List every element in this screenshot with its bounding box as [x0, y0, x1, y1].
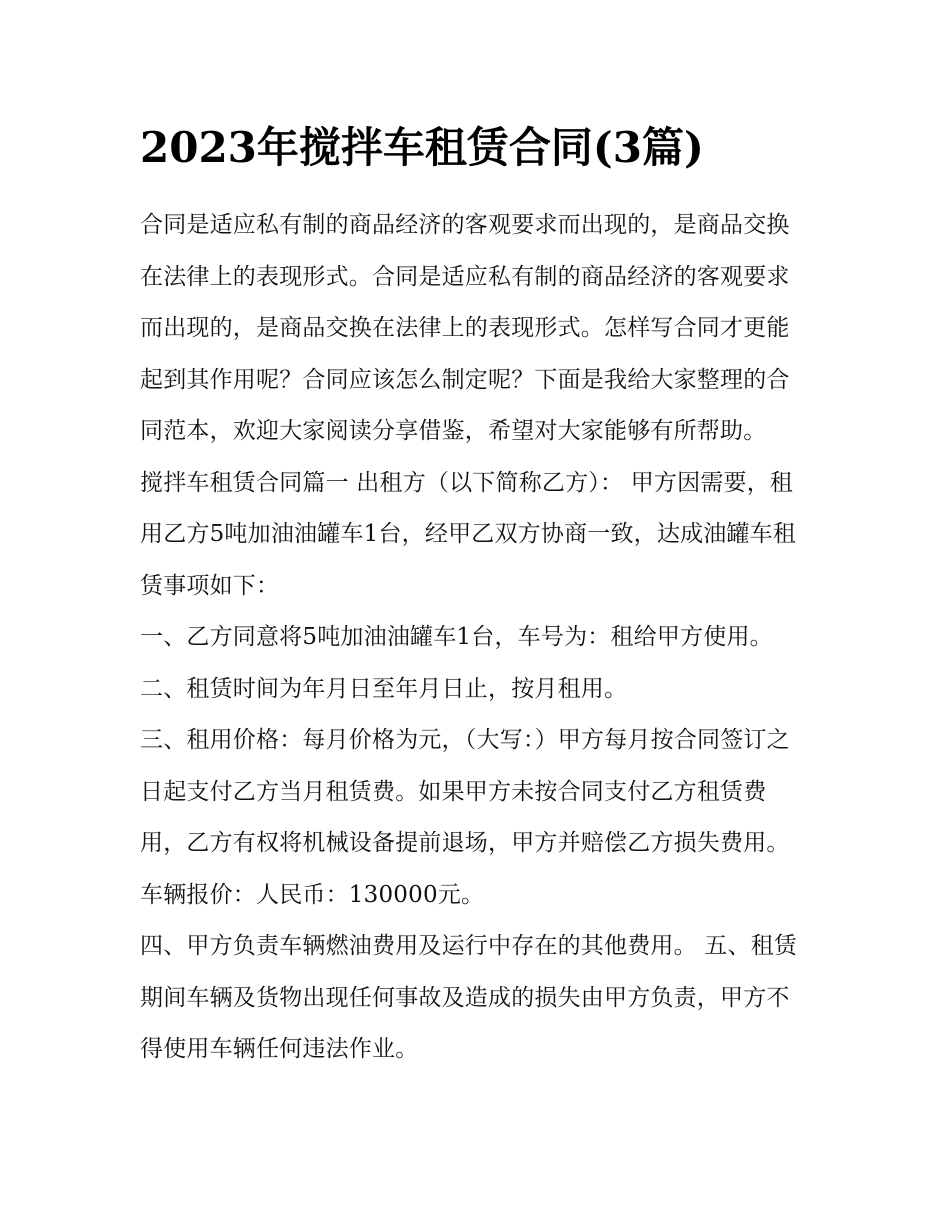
paragraph-clause-1-2: 一、乙方同意将5吨加油油罐车1台，车号为：租给甲方使用。 二、租赁时间为年月日至年月日止，按月租用。 [140, 624, 773, 702]
document-title: 2023年搅拌车租赁合同(3篇) [140, 123, 704, 172]
paragraph-intro: 合同是适应私有制的商品经济的客观要求而出现的，是商品交换在法律上的表现形式。合同是适应私有制的商品经济的客观要求而出现的，是商品交换在法律上的表现形式。怎样写合同才更能起到其作用呢？合同应该怎么制定呢？下面是我给大家整理的合同范本，欢迎大家阅读分享借鉴，希望对大家能够有所帮助。 [140, 212, 790, 444]
paragraph-clause-4-5: 四、甲方负责车辆燃油费用及运行中存在的其他费用。 五、租赁期间车辆及货物出现任何事故及造成的损失由甲方负责，甲方不得使用车辆任何违法作业。 [140, 933, 798, 1062]
paragraph-contract-one-header: 搅拌车租赁合同篇一 出租方（以下简称乙方）： 甲方因需要，租用乙方5吨加油油罐车1台，经甲乙双方协商一致，达成油罐车租赁事项如下： [140, 469, 797, 599]
document-body [140, 200, 812, 1076]
paragraph-clause-3: 三、租用价格：每月价格为元，（大写：）甲方每月按合同签订之日起支付乙方当月租赁费。如果甲方未按合同支付乙方租赁费用，乙方有权将机械设备提前退场，甲方并赔偿乙方损失费用。车辆报价：人民币：130000元。 [140, 727, 790, 908]
